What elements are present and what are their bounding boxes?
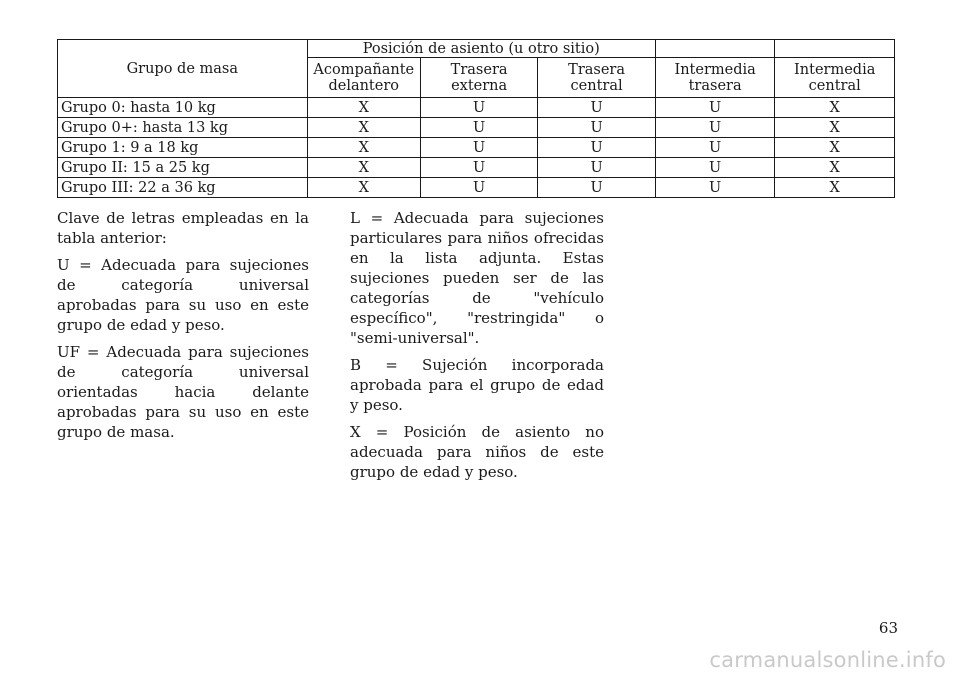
watermark: carmanualsonline.info: [709, 648, 946, 672]
suitability-cell: U: [420, 178, 537, 198]
column-header: Trasera central: [538, 58, 656, 98]
suitability-cell: X: [307, 118, 420, 138]
table-row: [58, 158, 895, 178]
legend-entry-uf: UF = Adecuada para sujeciones de categoría universal orientadas hacia delante aprobadas para su uso en este grupo de masa.: [57, 343, 309, 441]
suitability-cell: X: [775, 178, 895, 198]
legend-intro: Clave de letras empleadas en la tabla anterior:: [57, 209, 309, 247]
column-header: Acompañante delantero: [307, 58, 420, 98]
suitability-cell: U: [655, 138, 775, 158]
suitability-cell: U: [538, 118, 656, 138]
table-row: [58, 118, 895, 138]
legend-right-column: [350, 208, 604, 489]
suitability-cell: X: [775, 138, 895, 158]
column-header: Trasera externa: [420, 58, 537, 98]
column-header: Intermedia central: [775, 58, 895, 98]
suitability-cell: U: [655, 178, 775, 198]
legend-entry-b: B = Sujeción incorporada aprobada para el grupo de edad y peso.: [350, 356, 604, 414]
suitability-cell: U: [538, 178, 656, 198]
suitability-cell: U: [538, 158, 656, 178]
column-header: Intermedia trasera: [655, 58, 775, 98]
empty-header-cell: [775, 40, 895, 58]
suitability-cell: X: [775, 158, 895, 178]
empty-header-cell: [655, 40, 775, 58]
group-cell: Grupo 1: 9 a 18 kg: [58, 138, 308, 158]
suitability-cell: X: [775, 98, 895, 118]
suitability-cell: U: [655, 118, 775, 138]
suitability-cell: U: [655, 98, 775, 118]
legend-entry-x: X = Posición de asiento no adecuada para niños de este grupo de edad y peso.: [350, 423, 604, 481]
suitability-cell: X: [307, 158, 420, 178]
group-cell: Grupo 0: hasta 10 kg: [58, 98, 308, 118]
child-seat-suitability-table: [57, 39, 895, 198]
legend-entry-u: U = Adecuada para sujeciones de categoría universal aprobadas para su uso en este grupo de edad y peso.: [57, 256, 309, 334]
group-cell: Grupo III: 22 a 36 kg: [58, 178, 308, 198]
group-cell: Grupo II: 15 a 25 kg: [58, 158, 308, 178]
legend-entry-l: L = Adecuada para sujeciones particulares para niños ofrecidas en la lista adjunta. Estas sujeciones pueden ser de las categorías de "vehículo específico", "restringida" o "semi-universal".: [350, 209, 604, 347]
suitability-cell: X: [307, 98, 420, 118]
seat-position-header: Posición de asiento (u otro sitio): [307, 40, 655, 58]
table-row: [58, 98, 895, 118]
suitability-cell: U: [655, 158, 775, 178]
suitability-cell: U: [420, 158, 537, 178]
group-header: Grupo de masa: [58, 40, 308, 98]
suitability-cell: U: [420, 98, 537, 118]
page-number: 63: [878, 619, 898, 637]
suitability-cell: U: [420, 138, 537, 158]
table-row: [58, 178, 895, 198]
suitability-cell: U: [420, 118, 537, 138]
legend-left-column: [57, 208, 309, 449]
suitability-cell: U: [538, 98, 656, 118]
suitability-cell: X: [307, 138, 420, 158]
suitability-cell: X: [307, 178, 420, 198]
table-row: [58, 138, 895, 158]
suitability-cell: U: [538, 138, 656, 158]
suitability-cell: X: [775, 118, 895, 138]
group-cell: Grupo 0+: hasta 13 kg: [58, 118, 308, 138]
